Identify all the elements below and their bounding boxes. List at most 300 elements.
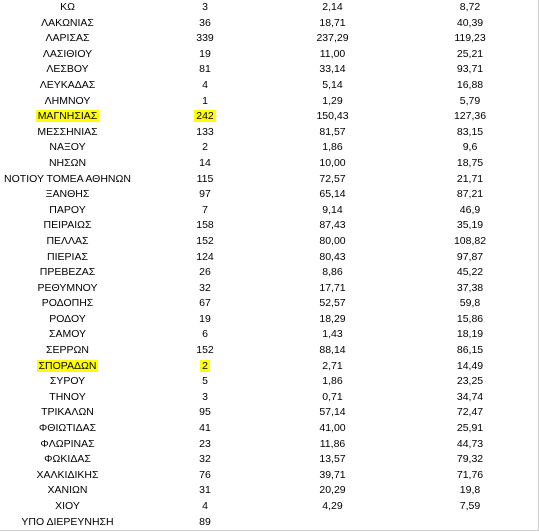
region-name-cell-text: ΠΙΕΡΙΑΣ [47, 250, 88, 263]
value-a-cell [300, 483, 365, 499]
value-a-cell [300, 515, 365, 531]
region-name-cell-text: ΛΑΚΩΝΙΑΣ [41, 16, 94, 29]
region-name-cell [0, 47, 135, 63]
region-name-cell [0, 265, 135, 281]
region-name-cell-text: ΦΘΙΩΤΙΔΑΣ [38, 422, 97, 435]
value-a-cell [300, 312, 365, 328]
cases-cell-text: 19 [199, 312, 211, 325]
region-name-cell [0, 0, 135, 16]
table-row [0, 250, 539, 266]
value-a-cell [300, 327, 365, 343]
value-a-cell-text: 65,14 [319, 188, 346, 201]
region-name-cell-text: ΠΑΡΟΥ [49, 203, 86, 216]
value-b-cell [435, 468, 505, 484]
value-b-cell [435, 94, 505, 110]
table-row [0, 109, 539, 125]
region-name-cell-text: ΜΑΓΝΗΣΙΑΣ [37, 110, 98, 123]
value-b-cell-text: 15,86 [456, 312, 484, 325]
value-a-cell-text: 9,14 [322, 203, 343, 216]
value-b-cell [435, 16, 505, 32]
cases-cell [180, 62, 230, 78]
value-a-cell [300, 140, 365, 156]
value-a-cell-text: 57,14 [319, 406, 346, 419]
region-name-cell-text: ΝΑΞΟΥ [49, 141, 86, 154]
cases-cell [180, 140, 230, 156]
cases-cell-text: 3 [202, 390, 208, 403]
table-row [0, 390, 539, 406]
value-a-cell [300, 203, 365, 219]
region-name-cell-text: ΥΠΟ ΔΙΕΡΕΥΝΗΣΗ [21, 515, 114, 528]
value-b-cell [435, 359, 505, 375]
value-b-cell [435, 187, 505, 203]
value-b-cell [435, 203, 505, 219]
region-name-cell [0, 203, 135, 219]
value-a-cell [300, 218, 365, 234]
cases-cell-text: 41 [199, 422, 211, 435]
cases-cell-text: 76 [199, 468, 211, 481]
region-name-cell [0, 78, 135, 94]
value-a-cell-text: 5,14 [322, 78, 343, 91]
cases-cell [180, 78, 230, 94]
value-a-cell-text: 72,57 [319, 172, 346, 185]
value-a-cell [300, 499, 365, 515]
cases-cell [180, 156, 230, 172]
value-b-cell-text: 19,8 [459, 484, 481, 497]
table-row [0, 296, 539, 312]
cases-cell-text: 242 [196, 110, 214, 123]
value-b-cell-text: 119,23 [454, 32, 486, 45]
value-b-cell [435, 234, 505, 250]
cases-cell-text: 124 [196, 250, 214, 263]
cases-cell [180, 452, 230, 468]
cases-cell [180, 16, 230, 32]
region-name-cell-text: ΣΥΡΟΥ [49, 375, 86, 388]
cases-cell [180, 483, 230, 499]
region-name-cell [0, 374, 135, 390]
region-name-cell [0, 452, 135, 468]
table-row [0, 359, 539, 375]
value-b-cell [435, 296, 505, 312]
value-a-cell [300, 452, 365, 468]
region-name-cell-text: ΝΟΤΙΟΥ ΤΟΜΕΑ ΑΘΗΝΩΝ [4, 172, 131, 185]
value-b-cell [435, 125, 505, 141]
value-a-cell [300, 421, 365, 437]
cases-cell [180, 265, 230, 281]
region-name-cell [0, 468, 135, 484]
cases-cell-text: 36 [199, 16, 211, 29]
value-a-cell [300, 265, 365, 281]
value-a-cell-text: 18,29 [319, 312, 346, 325]
table-row [0, 125, 539, 141]
value-a-cell-text: 2,71 [322, 359, 343, 372]
region-name-cell-text: ΦΩΚΙΔΑΣ [44, 453, 91, 466]
value-b-cell-text: 93,71 [456, 63, 484, 76]
region-name-cell-text: ΤΗΝΟΥ [49, 390, 86, 403]
value-b-cell [435, 218, 505, 234]
region-name-cell [0, 218, 135, 234]
value-a-cell-text: 87,43 [319, 219, 346, 232]
region-name-cell-text: ΛΗΜΝΟΥ [44, 94, 91, 107]
value-a-cell [300, 109, 365, 125]
region-name-cell-text: ΠΕΛΛΑΣ [46, 234, 89, 247]
value-b-cell-text: 23,25 [456, 375, 484, 388]
value-b-cell [435, 437, 505, 453]
region-name-cell-text: ΡΟΔΟΥ [49, 312, 86, 325]
cases-cell-text: 7 [202, 203, 208, 216]
table-row [0, 31, 539, 47]
region-name-cell [0, 62, 135, 78]
value-a-cell [300, 16, 365, 32]
value-b-cell [435, 62, 505, 78]
cases-cell-text: 81 [199, 63, 211, 76]
value-a-cell [300, 94, 365, 110]
cases-cell-text: 339 [196, 32, 214, 45]
cases-cell [180, 312, 230, 328]
value-b-cell-text: 45,22 [456, 266, 484, 279]
cases-cell [180, 281, 230, 297]
region-name-cell-text: ΞΑΝΘΗΣ [45, 188, 90, 201]
cases-cell-text: 2 [202, 141, 208, 154]
cases-cell-text: 4 [202, 78, 208, 91]
table-row [0, 468, 539, 484]
value-b-cell [435, 374, 505, 390]
cases-cell-text: 89 [199, 515, 211, 528]
cases-cell-text: 23 [199, 437, 211, 450]
region-name-cell-text: ΛΕΥΚΑΔΑΣ [39, 78, 96, 91]
value-b-cell-text: 18,75 [456, 156, 484, 169]
table-row [0, 405, 539, 421]
cases-cell [180, 499, 230, 515]
value-b-cell [435, 109, 505, 125]
value-a-cell-text: 1,86 [322, 141, 343, 154]
table-row [0, 483, 539, 499]
cases-cell-text: 6 [202, 328, 208, 341]
cases-cell [180, 515, 230, 531]
table-row [0, 187, 539, 203]
region-name-cell [0, 250, 135, 266]
value-b-cell-text: 44,73 [456, 437, 484, 450]
table-row [0, 156, 539, 172]
value-b-cell-text: 72,47 [456, 406, 484, 419]
value-a-cell-text: 39,71 [319, 468, 346, 481]
value-b-cell [435, 483, 505, 499]
value-a-cell [300, 125, 365, 141]
cases-cell [180, 468, 230, 484]
region-name-cell [0, 281, 135, 297]
value-b-cell-text: 46,9 [459, 203, 481, 216]
value-b-cell-text: 9,6 [462, 141, 478, 154]
value-b-cell-text: 97,87 [456, 250, 484, 263]
cases-cell-text: 19 [199, 47, 211, 60]
value-b-cell-text: 8,72 [459, 1, 481, 13]
cases-cell-text: 133 [196, 125, 214, 138]
table-row [0, 0, 539, 16]
cases-cell-text: 152 [196, 344, 214, 357]
table-row [0, 62, 539, 78]
cases-cell [180, 203, 230, 219]
value-a-cell-text: 4,29 [322, 500, 343, 512]
cases-cell-text: 32 [199, 453, 211, 466]
region-name-cell [0, 125, 135, 141]
cases-cell-text: 5 [202, 375, 208, 388]
value-a-cell-text: 80,43 [319, 250, 346, 263]
region-name-cell-text: ΧΑΛΚΙΔΙΚΗΣ [36, 468, 99, 481]
value-a-cell [300, 390, 365, 406]
value-a-cell [300, 47, 365, 63]
value-b-cell-text: 5,79 [459, 94, 481, 107]
region-name-cell-text: ΧΑΝΙΩΝ [47, 484, 88, 497]
value-a-cell [300, 250, 365, 266]
value-a-cell-text: 2,14 [322, 1, 343, 13]
value-b-cell [435, 47, 505, 63]
value-b-cell [435, 250, 505, 266]
value-b-cell-text: 59,8 [459, 297, 481, 310]
value-a-cell-text: 88,14 [319, 344, 346, 357]
region-name-cell [0, 499, 135, 515]
cases-cell [180, 374, 230, 390]
value-a-cell [300, 374, 365, 390]
value-a-cell-text: 237,29 [316, 32, 349, 45]
value-b-cell [435, 515, 505, 531]
value-b-cell [435, 78, 505, 94]
cases-cell [180, 437, 230, 453]
cases-cell-text: 2 [202, 359, 208, 372]
region-name-cell-text: ΛΑΡΙΣΑΣ [45, 32, 90, 45]
value-b-cell [435, 343, 505, 359]
cases-cell-text: 158 [196, 219, 214, 232]
value-a-cell-text: 10,00 [319, 156, 346, 169]
value-a-cell-text: 1,29 [322, 94, 343, 107]
bottom-border [0, 530, 539, 531]
table-row [0, 327, 539, 343]
value-b-cell-text: 37,38 [456, 281, 484, 294]
region-name-cell [0, 483, 135, 499]
region-name-cell-text: ΦΛΩΡΙΝΑΣ [40, 437, 95, 450]
value-b-cell-text: 25,21 [456, 47, 484, 60]
region-name-cell [0, 343, 135, 359]
region-name-cell [0, 405, 135, 421]
table-row [0, 265, 539, 281]
value-a-cell [300, 62, 365, 78]
value-b-cell-text: 25,91 [456, 422, 484, 435]
value-a-cell [300, 405, 365, 421]
cases-cell-text: 4 [202, 500, 208, 512]
value-b-cell [435, 265, 505, 281]
value-b-cell [435, 421, 505, 437]
value-a-cell-text: 150,43 [316, 110, 349, 123]
value-a-cell [300, 78, 365, 94]
table-row [0, 172, 539, 188]
region-name-cell [0, 296, 135, 312]
region-name-cell-text: ΛΕΣΒΟΥ [46, 63, 89, 76]
value-b-cell [435, 172, 505, 188]
table-row [0, 421, 539, 437]
region-name-cell [0, 359, 135, 375]
value-b-cell-text: 127,36 [453, 110, 487, 123]
region-name-cell [0, 515, 135, 531]
value-b-cell [435, 281, 505, 297]
table-row [0, 78, 539, 94]
cases-cell [180, 187, 230, 203]
cases-cell [180, 234, 230, 250]
table-row [0, 281, 539, 297]
cases-cell [180, 172, 230, 188]
region-name-cell-text: ΧΙΟΥ [55, 500, 80, 512]
value-a-cell-text: 11,86 [319, 437, 346, 450]
value-b-cell [435, 327, 505, 343]
value-a-cell-text: 13,57 [319, 453, 346, 466]
cases-cell [180, 218, 230, 234]
region-name-cell-text: ΠΕΙΡΑΙΩΣ [43, 219, 92, 232]
region-name-cell [0, 390, 135, 406]
value-a-cell [300, 156, 365, 172]
value-a-cell-text: 0,71 [322, 390, 343, 403]
cases-cell [180, 125, 230, 141]
cases-cell-text: 115 [196, 172, 214, 185]
value-b-cell-text: 86,15 [456, 344, 484, 357]
value-a-cell-text: 8,86 [322, 266, 343, 279]
table-row [0, 452, 539, 468]
value-a-cell-text: 1,43 [322, 328, 343, 341]
value-b-cell [435, 499, 505, 515]
region-name-cell [0, 31, 135, 47]
region-name-cell-text: ΝΗΣΩΝ [48, 156, 87, 169]
table-row [0, 437, 539, 453]
cases-cell [180, 327, 230, 343]
value-b-cell-text: 108,82 [453, 234, 487, 247]
value-b-cell [435, 452, 505, 468]
value-a-cell [300, 437, 365, 453]
cases-cell-text: 67 [199, 297, 211, 310]
cases-cell [180, 109, 230, 125]
value-b-cell-text: 21,71 [456, 172, 484, 185]
region-name-cell [0, 327, 135, 343]
value-a-cell [300, 281, 365, 297]
cases-cell-text: 95 [199, 406, 211, 419]
value-a-cell-text: 18,71 [319, 16, 346, 29]
cases-cell [180, 94, 230, 110]
value-a-cell [300, 0, 365, 16]
region-name-cell-text: ΚΩ [60, 1, 75, 13]
region-name-cell [0, 187, 135, 203]
value-a-cell-text: 20,29 [319, 484, 346, 497]
value-a-cell [300, 172, 365, 188]
table-row [0, 203, 539, 219]
cases-cell-text: 3 [202, 1, 208, 13]
value-a-cell [300, 468, 365, 484]
value-a-cell [300, 234, 365, 250]
value-b-cell [435, 31, 505, 47]
cases-cell [180, 390, 230, 406]
value-a-cell-text: 80,00 [319, 234, 346, 247]
cases-cell-text: 26 [199, 266, 211, 279]
table-row [0, 47, 539, 63]
region-name-cell [0, 421, 135, 437]
table-row [0, 343, 539, 359]
cases-cell-text: 32 [199, 281, 211, 294]
region-name-cell-text: ΤΡΙΚΑΛΩΝ [41, 406, 94, 419]
cases-cell [180, 359, 230, 375]
region-name-cell [0, 437, 135, 453]
table-row [0, 515, 539, 531]
cases-cell-text: 97 [199, 188, 211, 201]
value-a-cell [300, 296, 365, 312]
cases-cell-text: 14 [199, 156, 211, 169]
value-b-cell [435, 405, 505, 421]
region-name-cell-text: ΣΕΡΡΩΝ [46, 344, 89, 357]
region-name-cell-text: ΛΑΣΙΘΙΟΥ [42, 47, 93, 60]
cases-cell [180, 296, 230, 312]
value-b-cell-text: 79,32 [456, 453, 484, 466]
value-a-cell [300, 31, 365, 47]
value-b-cell-text: 16,88 [456, 78, 484, 91]
cases-cell [180, 405, 230, 421]
value-a-cell [300, 187, 365, 203]
value-b-cell-text: 87,21 [456, 188, 484, 201]
cases-cell-text: 1 [202, 94, 208, 107]
cases-cell [180, 0, 230, 16]
value-a-cell [300, 359, 365, 375]
cases-cell-text: 152 [196, 234, 214, 247]
cases-cell [180, 31, 230, 47]
value-b-cell [435, 156, 505, 172]
value-b-cell-text: 7,59 [459, 500, 481, 512]
value-b-cell [435, 0, 505, 16]
cases-cell [180, 421, 230, 437]
region-name-cell [0, 140, 135, 156]
region-name-cell [0, 156, 135, 172]
region-name-cell [0, 16, 135, 32]
value-a-cell [300, 343, 365, 359]
region-name-cell-text: ΡΟΔΟΠΗΣ [41, 297, 94, 310]
value-b-cell [435, 140, 505, 156]
value-a-cell-text: 33,14 [319, 63, 346, 76]
value-a-cell-text: 11,00 [319, 47, 346, 60]
table-row [0, 16, 539, 32]
value-b-cell-text: 35,19 [456, 219, 484, 232]
value-b-cell-text: 14,49 [456, 359, 484, 372]
table-row [0, 234, 539, 250]
cases-cell [180, 47, 230, 63]
region-name-cell [0, 172, 135, 188]
table-row [0, 312, 539, 328]
region-name-cell [0, 94, 135, 110]
region-name-cell-text: ΣΠΟΡΑΔΩΝ [38, 359, 97, 372]
value-b-cell [435, 390, 505, 406]
value-a-cell-text: 52,57 [319, 297, 346, 310]
value-b-cell-text: 34,74 [456, 390, 484, 403]
region-name-cell-text: ΠΡΕΒΕΖΑΣ [39, 266, 96, 279]
value-a-cell-text: 1,86 [322, 375, 343, 388]
value-a-cell-text: 17,71 [319, 281, 346, 294]
value-b-cell-text: 83,15 [456, 125, 484, 138]
region-name-cell-text: ΣΑΜΟΥ [48, 328, 87, 341]
table-row [0, 94, 539, 110]
value-b-cell-text: 18,19 [456, 328, 484, 341]
region-name-cell [0, 312, 135, 328]
cases-cell [180, 343, 230, 359]
value-b-cell-text: 71,76 [456, 468, 484, 481]
cases-cell [180, 250, 230, 266]
value-b-cell-text: 40,39 [456, 16, 484, 29]
table-row [0, 140, 539, 156]
table-row [0, 218, 539, 234]
value-b-cell [435, 312, 505, 328]
value-a-cell-text: 41,00 [319, 422, 346, 435]
value-a-cell-text: 81,57 [319, 125, 346, 138]
table-row [0, 374, 539, 390]
region-name-cell-text: ΜΕΣΣΗΝΙΑΣ [37, 125, 98, 138]
